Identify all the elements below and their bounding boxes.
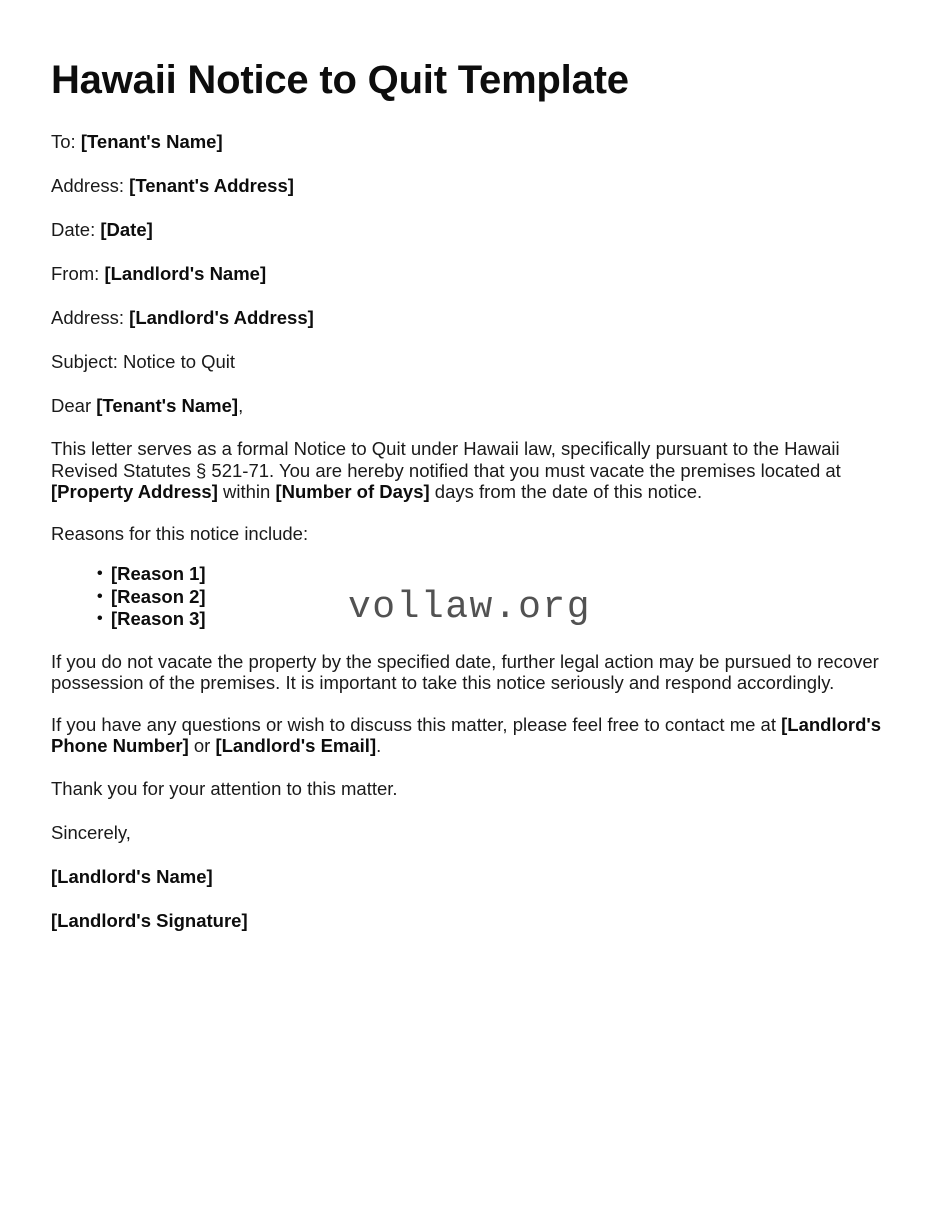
body-paragraph-3-part-2: or: [188, 735, 216, 756]
salutation-suffix: ,: [238, 395, 244, 416]
page-title: Hawaii Notice to Quit Template: [51, 58, 629, 102]
field-label-landlord-address: Address:: [51, 307, 125, 328]
body-paragraph-1: [51, 438, 889, 503]
body-paragraph-2: If you do not vacate the property by the specified date, further legal action may be pursued to recover possession of the premises. It is important to take this notice seriously and respond accordingly.: [51, 650, 879, 693]
closing-line: Sincerely,: [51, 821, 131, 843]
list-item: • [Reason 3]: [97, 608, 892, 631]
field-value-tenant-address: [Tenant's Address]: [129, 175, 294, 196]
field-value-to: [Tenant's Name]: [80, 131, 223, 152]
reasons-list: [51, 563, 892, 631]
thank-you-line: Thank you for your attention to this matter.: [51, 777, 398, 799]
field-label-date: Date:: [51, 219, 96, 240]
field-row-landlord-address: [51, 306, 892, 330]
placeholder-property-address: [Property Address]: [51, 481, 218, 502]
body-paragraph-3: [51, 714, 889, 757]
body-paragraph-1-part-2: within: [217, 481, 276, 502]
field-value-landlord-address: [Landlord's Address]: [129, 307, 314, 328]
subject-line: Subject: Notice to Quit: [51, 351, 236, 372]
field-row-date: [51, 218, 892, 242]
signature-name: [Landlord's Name]: [51, 865, 213, 887]
list-item: • [Reason 1]: [97, 563, 892, 586]
field-label-tenant-address: Address:: [51, 175, 125, 196]
field-label-to: To:: [51, 131, 76, 152]
watermark: vollaw.org: [348, 586, 592, 629]
reasons-intro: Reasons for this notice include:: [51, 522, 309, 544]
field-label-from: From:: [51, 263, 100, 284]
placeholder-number-of-days: [Number of Days]: [275, 481, 430, 502]
placeholder-landlord-phone: [Landlord's Phone Number]: [51, 713, 882, 756]
field-value-date: [Date]: [100, 219, 153, 240]
signature-block: [Landlord's Signature]: [51, 909, 248, 931]
field-row-from: [51, 262, 892, 286]
field-value-from: [Landlord's Name]: [104, 263, 267, 284]
salutation-name: [Tenant's Name]: [96, 395, 239, 416]
body-paragraph-3-part-1: If you have any questions or wish to discuss this matter, please feel free to contact me at: [51, 713, 782, 735]
field-row-tenant-address: [51, 174, 892, 198]
field-row-to: [51, 130, 892, 154]
salutation: [51, 394, 892, 418]
body-paragraph-3-part-3: .: [376, 735, 382, 756]
placeholder-landlord-email: [Landlord's Email]: [215, 735, 377, 756]
body-paragraph-1-part-1: This letter serves as a formal Notice to Quit under Hawaii law, specifically pursuant to the Hawaii Revised Statutes § 521-71. You are hereby notified that you must vacate the premises located at: [51, 438, 841, 481]
list-item: • [Reason 2]: [97, 586, 892, 609]
body-paragraph-1-part-3: days from the date of this notice.: [429, 481, 703, 502]
salutation-prefix: Dear: [51, 395, 97, 416]
